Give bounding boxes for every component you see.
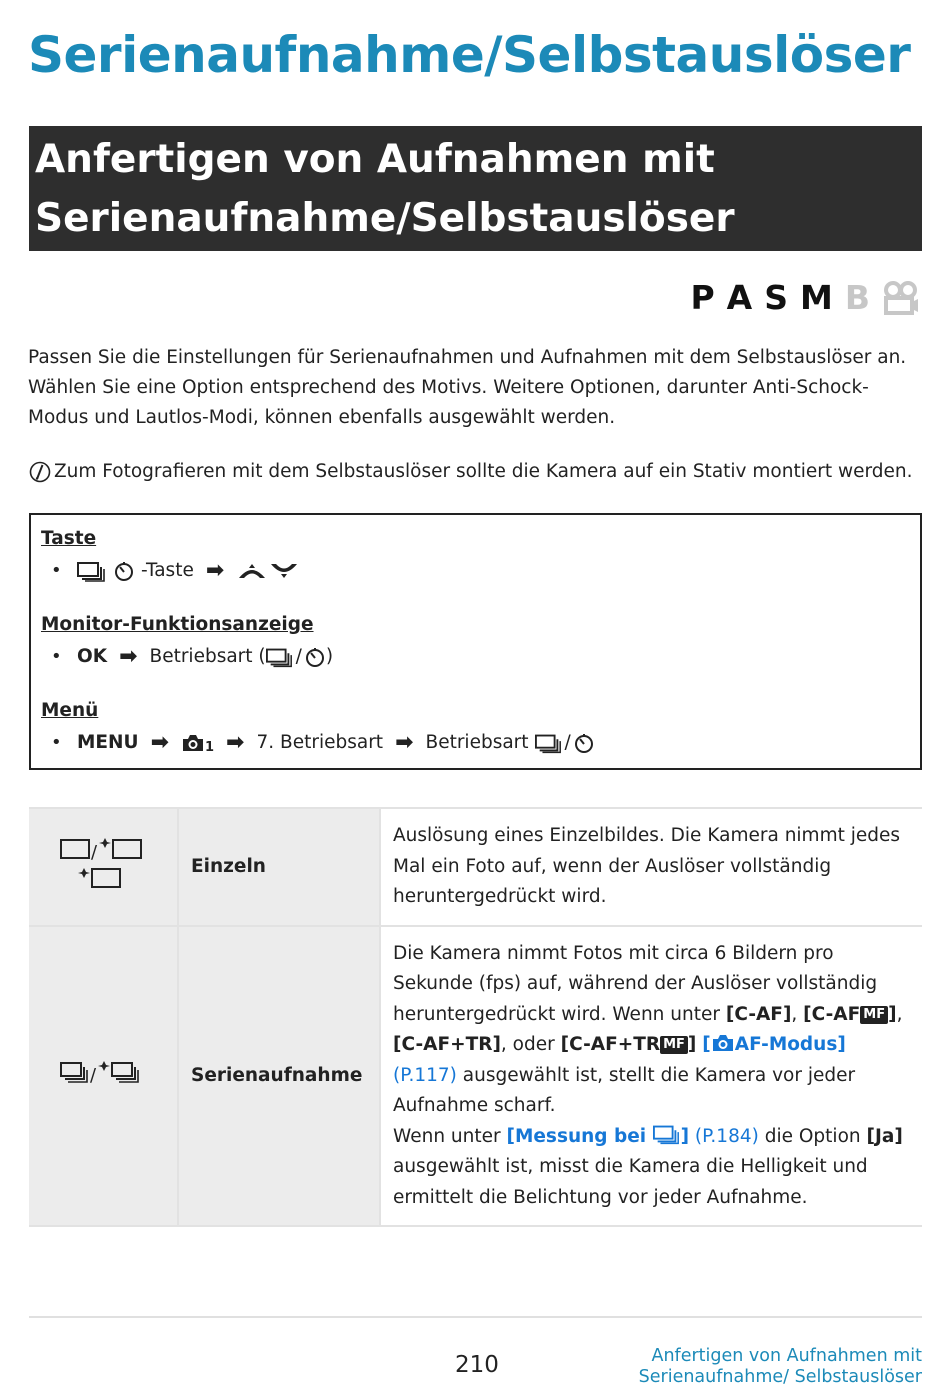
movie-mode-icon: [882, 281, 920, 315]
menu-step: 7. Betriebsart: [256, 732, 384, 753]
sequential-name: Serienaufnahme: [178, 926, 380, 1227]
menu-item: Betriebsart: [425, 732, 529, 753]
table-row: [29, 926, 922, 1227]
drive-icon: [266, 646, 294, 668]
page-number: 210: [455, 1352, 499, 1378]
menu-label: MENU: [77, 732, 139, 753]
intro-text: Passen Sie die Einstellungen für Serienaufnahmen und Aufnahmen mit dem Selbstauslöser an. Wählen Sie eine Option entsprechend des Motivs. Weitere Optionen, darunter Anti-Schock-Modus und Lautlos-Modi, können ebenfalls ausgewählt werden.: [28, 347, 907, 428]
camera-menu-icon: [181, 733, 205, 753]
button-path: • -Taste ➡: [51, 555, 910, 587]
section-heading-line2: Serienaufnahme/Selbstauslöser: [35, 196, 735, 241]
af-mode-page-link[interactable]: (P.117): [393, 1064, 457, 1086]
option-table: [29, 807, 922, 1227]
mf-icon: MF: [660, 1036, 688, 1054]
footer-divider: [29, 1316, 922, 1318]
mode-b: B: [844, 278, 870, 317]
single-frame-icon: [58, 836, 148, 892]
mode-a: A: [726, 278, 753, 317]
arrow-icon: ➡: [226, 730, 245, 755]
self-timer-icon: [573, 732, 595, 754]
monitor-item: Betriebsart (: [149, 646, 266, 667]
section-heading: [29, 126, 922, 251]
arrow-icon: ➡: [150, 730, 169, 755]
mf-icon: MF: [860, 1006, 888, 1024]
footer-chapter-link[interactable]: Anfertigen von Aufnahmen mit Serienaufnahme/ Selbstauslöser: [638, 1346, 922, 1387]
table-row: [29, 808, 922, 926]
monitor-heading: Monitor-Funktionsanzeige: [41, 614, 314, 635]
arrow-icon: ➡: [395, 730, 414, 755]
single-desc: Auslösung eines Einzelbildes. Die Kamera nimmt jedes Mal ein Foto auf, wenn der Auslöser vollständig heruntergedrückt wird.: [380, 808, 922, 926]
arrow-icon: ➡: [205, 558, 225, 583]
page-title: Serienaufnahme/Selbstauslöser: [28, 26, 911, 84]
svg-text:/: /: [91, 842, 98, 864]
arrow-pad-up-down-icon: [236, 560, 300, 582]
section-heading-line1: Anfertigen von Aufnahmen mit: [35, 137, 715, 182]
menu-path: • MENU ➡ 1 ➡ 7. Betriebsart ➡ Betriebsart /: [51, 727, 910, 759]
caution-icon: [28, 460, 52, 484]
monitor-close: ): [325, 646, 334, 667]
note: [28, 457, 923, 487]
sequential-icon: [653, 1123, 681, 1145]
ok-label: OK: [77, 646, 108, 667]
sequential-symbol: [29, 926, 178, 1227]
mode-p: P: [690, 278, 715, 317]
svg-text:/: /: [90, 1065, 97, 1087]
mode-m: M: [800, 278, 833, 317]
menu-sub: 1: [205, 740, 215, 755]
camera-icon: [711, 1033, 735, 1053]
sequential-icon: [58, 1059, 148, 1087]
monitor-path: • OK ➡ Betriebsart ( / ): [51, 641, 910, 673]
shooting-modes: [690, 278, 920, 317]
single-symbol: [29, 808, 178, 926]
single-name: Einzeln: [178, 808, 380, 926]
access-box: [29, 513, 922, 770]
af-mode-link[interactable]: [ AF-Modus]: [702, 1034, 846, 1055]
self-timer-icon: [113, 560, 135, 582]
mode-s: S: [764, 278, 788, 317]
metering-link[interactable]: [Messung bei ]: [507, 1126, 690, 1147]
menu-heading: Menü: [41, 700, 99, 721]
drive-icon: [535, 732, 563, 754]
note-text: Zum Fotografieren mit dem Selbstauslöser sollte die Kamera auf ein Stativ montiert werden.: [54, 461, 913, 482]
button-suffix: -Taste: [141, 560, 194, 581]
arrow-icon: ➡: [119, 644, 138, 669]
self-timer-icon: [304, 646, 326, 668]
sequential-desc: Die Kamera nimmt Fotos mit circa 6 Bildern pro Sekunde (fps) auf, während der Auslöser vollständig heruntergedrückt wird. Wenn unter [C-AF], [C-AF MF ], [C-AF+TR], oder [C-AF+TR MF ] [ AF-Modus] (P.117) ausgewählt ist, stellt die Kamera vor jeder Aufnahme scharf. Wenn unter [Messung bei ] (P.184) die Option [Ja] ausgewählt ist, misst die Kamera die Helligkeit und ermittelt die Belichtung vor jeder Aufnahme.: [380, 926, 922, 1227]
button-heading: Taste: [41, 528, 97, 549]
drive-icon: [77, 560, 107, 582]
metering-page-link[interactable]: (P.184): [694, 1125, 759, 1147]
